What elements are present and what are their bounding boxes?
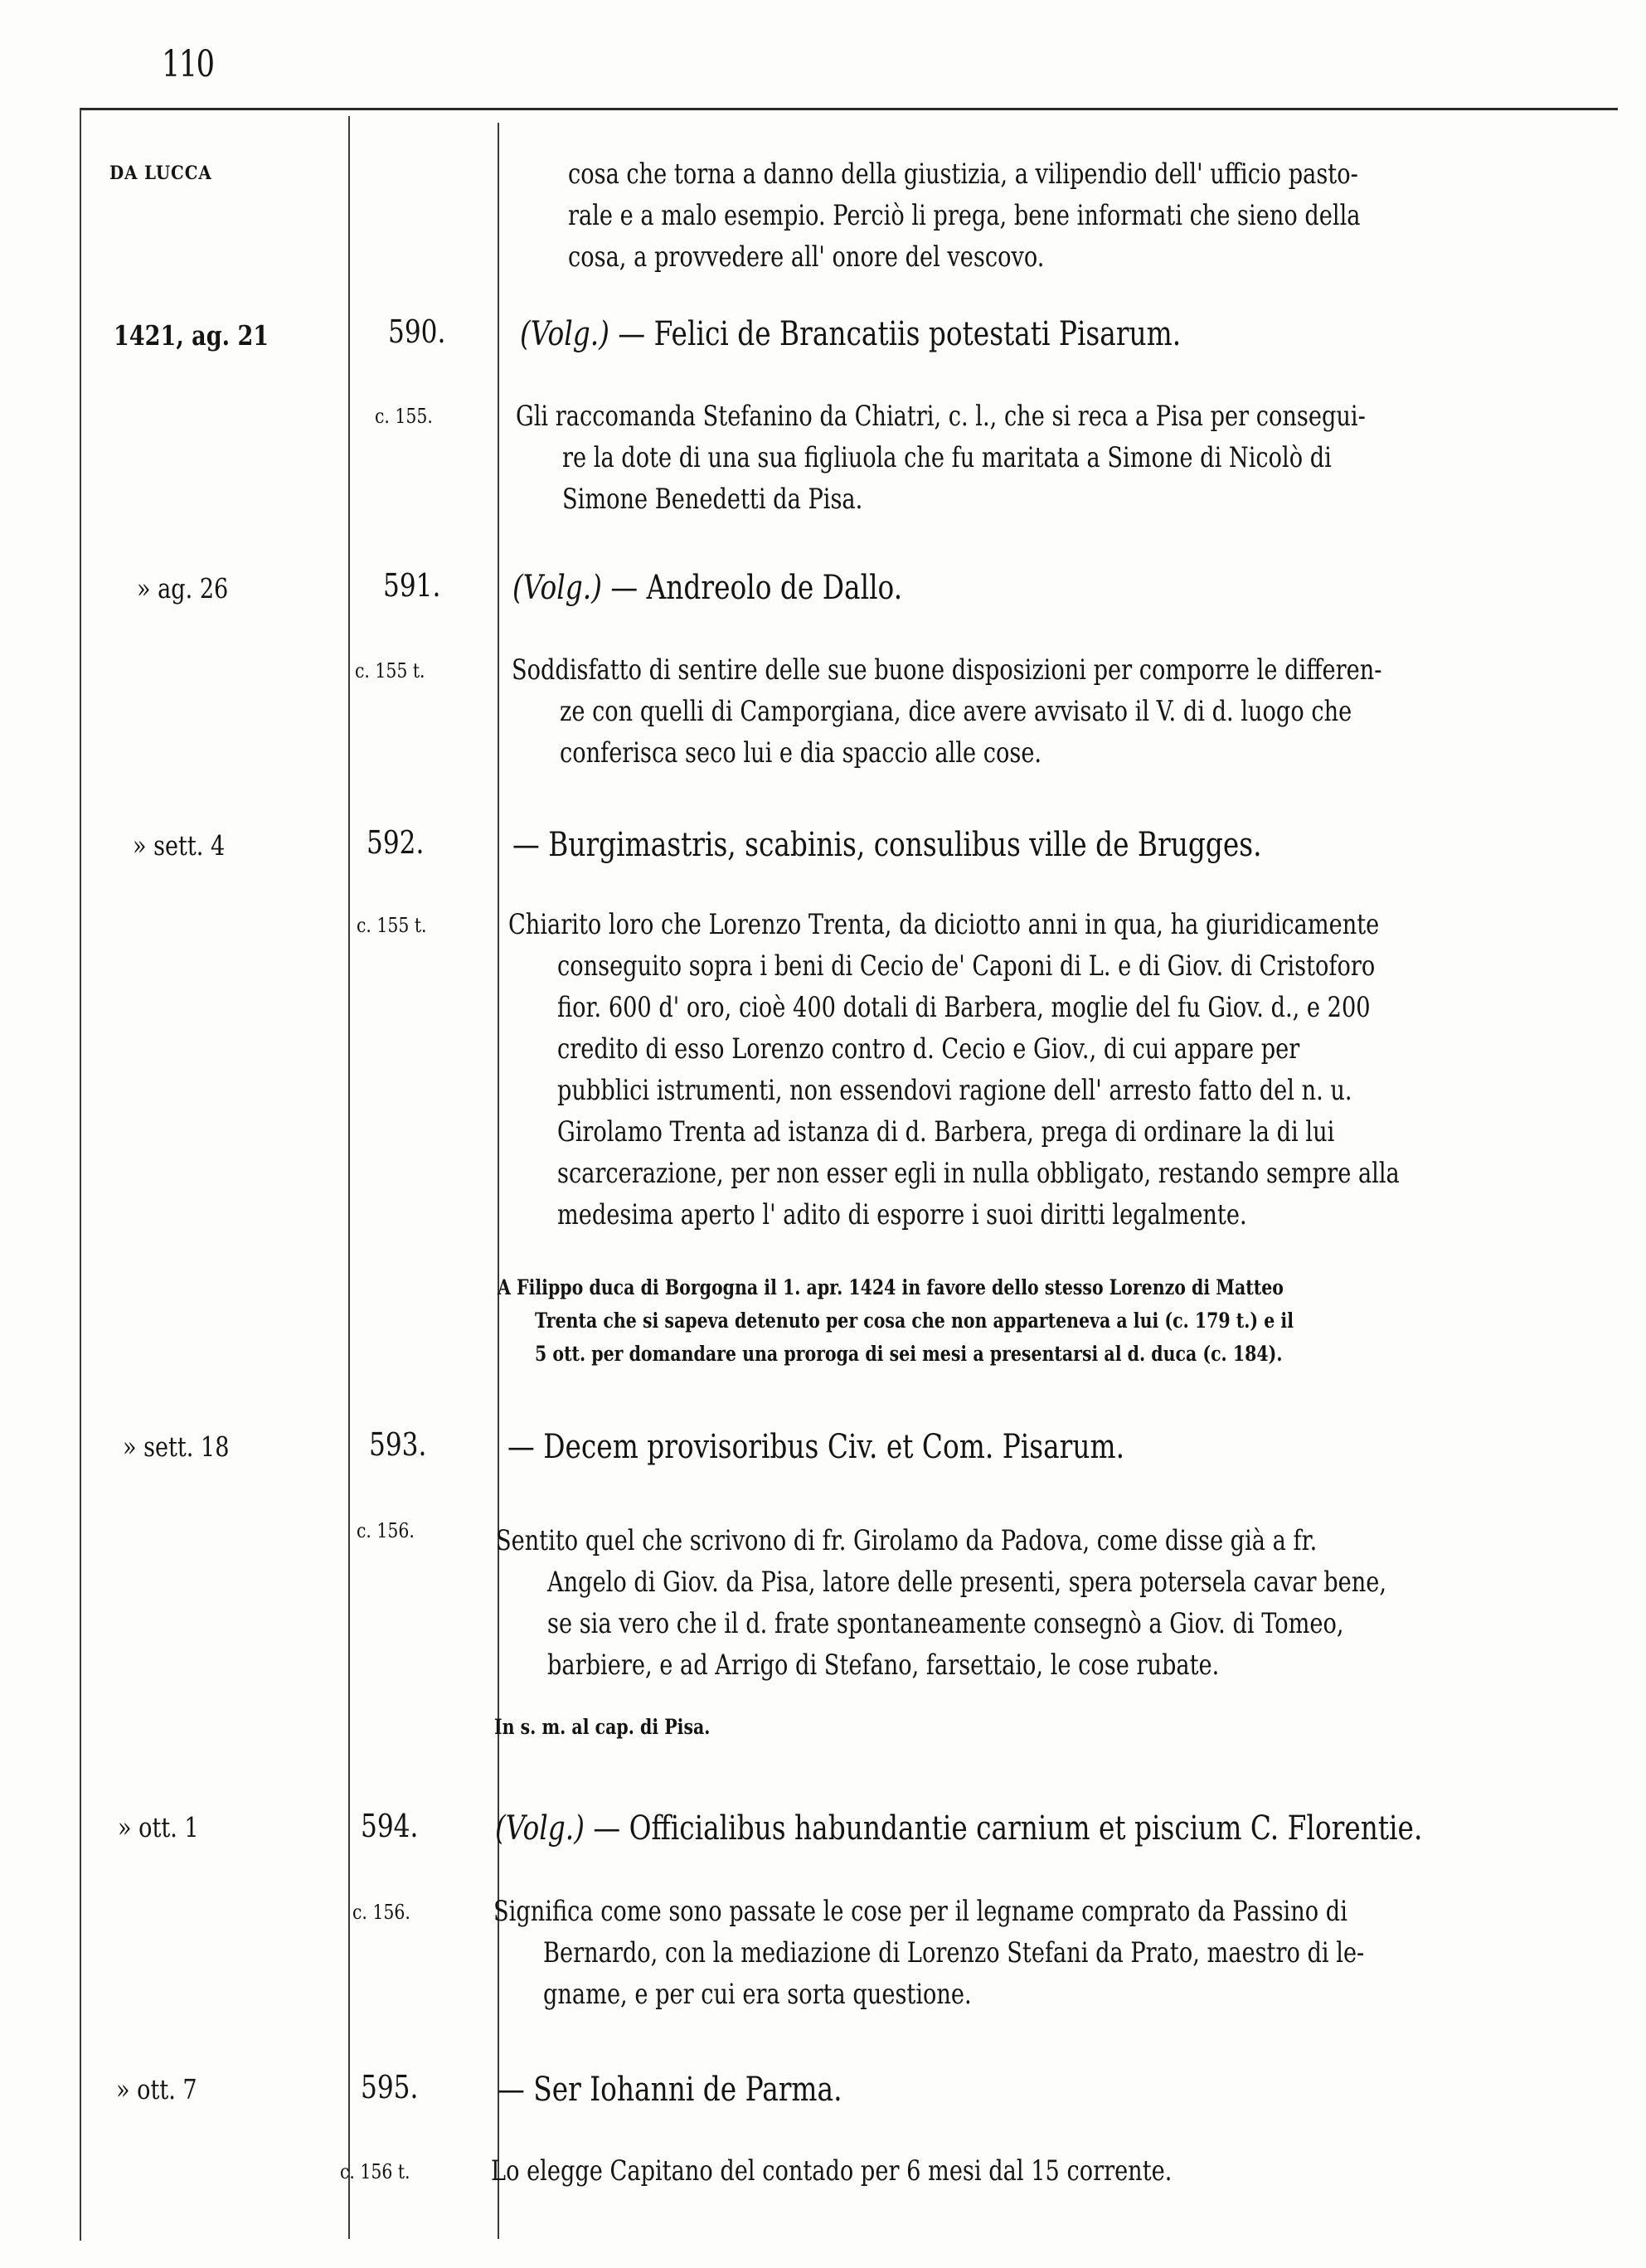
entry-number: 590. <box>388 313 446 350</box>
entry-body-line: re la dote di una sua figliuola che fu maritata a Simone di Nicolò di <box>562 441 1332 474</box>
entry-body-line: Lo elegge Capitano del contado per 6 mesi dal 15 corrente. <box>491 2154 1173 2188</box>
entry-body-line: Chiarito loro che Lorenzo Trenta, da diciotto anni in qua, ha giuridicamente <box>508 908 1380 941</box>
entry-body-line: gname, e per cui era sorta questione. <box>543 1978 972 2011</box>
entry-heading: — Decem provisoribus Civ. et Com. Pisarum. <box>507 1428 1124 1466</box>
entry-body-line: pubblici istrumenti, non essendovi ragione dell' arresto fatto del n. u. <box>557 1074 1352 1107</box>
entry-body-line: Angelo di Giov. da Pisa, latore delle presenti, spera potersela cavar bene, <box>547 1566 1386 1599</box>
entry-number: 591. <box>383 567 441 604</box>
entry-body-line: Simone Benedetti da Pisa. <box>562 483 863 516</box>
entry-body-line: Soddisfatto di sentire delle sue buone disposizioni per comporre le differen- <box>512 653 1382 687</box>
entry-body-line: Girolamo Trenta ad istanza di d. Barbera, prega di ordinare la di lui <box>557 1115 1335 1149</box>
entry-note-line: Trenta che si sapeva detenuto per cosa che non apparteneva a lui (c. 179 t.) e il <box>535 1309 1294 1333</box>
entry-body-line: barbiere, e ad Arrigo di Stefano, farsettaio, le cose rubate. <box>547 1649 1220 1682</box>
top-rule <box>80 108 1618 110</box>
entry-body-line: Bernardo, con la mediazione di Lorenzo Stefani da Prato, maestro di le- <box>543 1936 1365 1969</box>
column-rule-middle <box>348 116 350 2239</box>
continuation-line: rale e a malo esempio. Perciò li prega, bene informati che sieno della <box>568 199 1361 232</box>
entry-heading: (Volg.) — Felici de Brancatiis potestati Pisarum. <box>520 315 1182 353</box>
entry-number: 592. <box>367 824 425 861</box>
entry-number: 594. <box>361 1808 419 1844</box>
entry-heading: (Volg.) — Officialibus habundantie carnium et piscium C. Florentie. <box>495 1809 1423 1848</box>
entry-note-line: 5 ott. per domandare una proroga di sei mesi a presentarsi al d. duca (c. 184). <box>535 1342 1283 1366</box>
entry-date: » sett. 4 <box>133 829 226 862</box>
entry-heading: — Ser Iohanni de Parma. <box>498 2071 842 2109</box>
volg-label: (Volg.) <box>520 315 609 353</box>
entry-heading: — Burgimastris, scabinis, consulibus ville de Brugges. <box>512 826 1262 864</box>
entry-date: » ag. 26 <box>137 572 229 605</box>
entry-body-line: Gli raccomanda Stefanino da Chiatri, c. l., che si reca a Pisa per consegui- <box>516 400 1366 433</box>
entry-body-line: medesima aperto l' adito di esporre i suoi diritti legalmente. <box>557 1198 1247 1231</box>
entry-folio: c. 155 t. <box>355 659 425 682</box>
column-rule-left <box>80 109 81 2241</box>
entry-number: 593. <box>369 1426 427 1463</box>
running-head: DA LUCCA <box>109 163 212 184</box>
volg-label: (Volg.) <box>512 569 602 607</box>
entry-body-line: Significa come sono passate le cose per il legname comprato da Passino di <box>493 1895 1347 1928</box>
page-number: 110 <box>162 43 214 85</box>
continuation-line: cosa, a provvedere all' onore del vescovo. <box>568 240 1045 274</box>
entry-date: » sett. 18 <box>123 1430 230 1463</box>
entry-folio: c. 155. <box>375 405 433 428</box>
entry-body-line: conseguito sopra i beni di Cecio de' Caponi di L. e di Giov. di Cristoforo <box>557 949 1376 983</box>
entry-body-line: ze con quelli di Camporgiana, dice avere avvisato il V. di d. luogo che <box>560 695 1352 728</box>
entry-date: 1421, ag. 21 <box>114 319 269 352</box>
entry-body-line: Sentito quel che scrivono di fr. Girolamo da Padova, come disse già a fr. <box>496 1524 1318 1557</box>
entry-body-line: credito di esso Lorenzo contro d. Cecio e Giov., di cui appare per <box>557 1032 1300 1066</box>
volg-label: (Volg.) <box>495 1809 585 1848</box>
entry-note-line: In s. m. al cap. di Pisa. <box>494 1715 711 1739</box>
entry-folio: c. 156. <box>352 1901 410 1924</box>
entry-number: 595. <box>361 2069 419 2105</box>
entry-note-line: A Filippo duca di Borgogna il 1. apr. 1424 in favore dello stesso Lorenzo di Matteo <box>498 1275 1284 1299</box>
entry-body-line: fior. 600 d' oro, cioè 400 dotali di Barbera, moglie del fu Giov. d., e 200 <box>557 991 1371 1024</box>
entry-body-line: scarcerazione, per non esser egli in nulla obbligato, restando sempre alla <box>557 1157 1400 1190</box>
entry-date: » ott. 7 <box>116 2073 197 2105</box>
entry-heading: (Volg.) — Andreolo de Dallo. <box>512 569 903 607</box>
entry-folio: c. 155 t. <box>357 914 427 937</box>
entry-folio: c. 156 t. <box>340 2160 410 2183</box>
entry-body-line: se sia vero che il d. frate spontaneamente consegnò a Giov. di Tomeo, <box>547 1607 1344 1640</box>
entry-folio: c. 156. <box>357 1519 415 1542</box>
entry-date: » ott. 1 <box>118 1811 199 1843</box>
entry-body-line: conferisca seco lui e dia spaccio alle cose. <box>560 736 1042 770</box>
continuation-line: cosa che torna a danno della giustizia, a vilipendio dell' ufficio pasto- <box>568 158 1358 191</box>
